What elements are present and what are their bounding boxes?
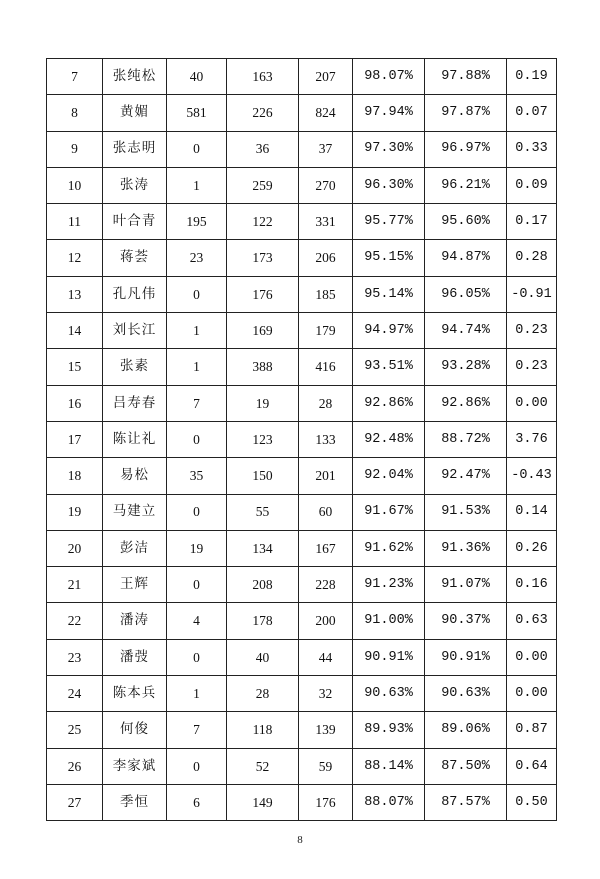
rank-cell: 25 [47,712,103,748]
diff-cell: 0.28 [507,240,557,276]
name-cell: 易松 [103,458,167,494]
table-row [47,748,557,784]
table-row [47,276,557,312]
value-cell-a: 1 [167,676,227,712]
table-row [47,494,557,530]
value-cell-b: 40 [227,639,299,675]
value-cell-a: 1 [167,349,227,385]
table-row [47,458,557,494]
rate-cell-a: 97.94% [353,95,425,131]
name-cell: 潘涛 [103,603,167,639]
value-cell-c: 167 [299,530,353,566]
table-row [47,784,557,820]
table-row [47,567,557,603]
rate-cell-a: 93.51% [353,349,425,385]
table-row [47,204,557,240]
rate-cell-a: 95.14% [353,276,425,312]
name-cell: 蒋荟 [103,240,167,276]
value-cell-b: 122 [227,204,299,240]
name-cell: 彭洁 [103,530,167,566]
value-cell-a: 195 [167,204,227,240]
diff-cell: -0.43 [507,458,557,494]
value-cell-c: 44 [299,639,353,675]
rate-cell-b: 95.60% [425,204,507,240]
diff-cell: 0.16 [507,567,557,603]
rate-cell-b: 97.88% [425,59,507,95]
rank-cell: 26 [47,748,103,784]
diff-cell: 0.14 [507,494,557,530]
rate-cell-a: 89.93% [353,712,425,748]
table-row [47,421,557,457]
name-cell: 季恒 [103,784,167,820]
table-row [47,676,557,712]
rank-cell: 9 [47,131,103,167]
rate-cell-a: 96.30% [353,167,425,203]
rank-cell: 18 [47,458,103,494]
value-cell-c: 32 [299,676,353,712]
value-cell-a: 0 [167,567,227,603]
table-row [47,95,557,131]
rate-cell-b: 90.63% [425,676,507,712]
rate-cell-a: 91.67% [353,494,425,530]
name-cell: 陈本兵 [103,676,167,712]
rank-cell: 19 [47,494,103,530]
value-cell-a: 0 [167,748,227,784]
diff-cell: -0.91 [507,276,557,312]
value-cell-b: 208 [227,567,299,603]
rate-cell-b: 91.36% [425,530,507,566]
value-cell-a: 1 [167,313,227,349]
value-cell-a: 40 [167,59,227,95]
value-cell-a: 581 [167,95,227,131]
table-row [47,131,557,167]
value-cell-b: 176 [227,276,299,312]
rate-cell-b: 87.50% [425,748,507,784]
value-cell-b: 178 [227,603,299,639]
value-cell-a: 0 [167,639,227,675]
value-cell-b: 118 [227,712,299,748]
name-cell: 潘弢 [103,639,167,675]
value-cell-a: 0 [167,494,227,530]
rate-cell-a: 91.00% [353,603,425,639]
value-cell-a: 0 [167,421,227,457]
rank-cell: 15 [47,349,103,385]
rank-cell: 13 [47,276,103,312]
table-row [47,712,557,748]
rate-cell-b: 97.87% [425,95,507,131]
diff-cell: 0.50 [507,784,557,820]
rate-cell-b: 90.91% [425,639,507,675]
rate-cell-b: 96.97% [425,131,507,167]
rate-cell-a: 88.07% [353,784,425,820]
ranking-table [46,58,557,821]
diff-cell: 0.17 [507,204,557,240]
value-cell-b: 149 [227,784,299,820]
rate-cell-a: 90.63% [353,676,425,712]
name-cell: 李家斌 [103,748,167,784]
value-cell-a: 7 [167,385,227,421]
value-cell-c: 331 [299,204,353,240]
rank-cell: 16 [47,385,103,421]
value-cell-c: 416 [299,349,353,385]
rank-cell: 23 [47,639,103,675]
rate-cell-a: 92.86% [353,385,425,421]
page-number: 8 [297,834,303,846]
rate-cell-a: 98.07% [353,59,425,95]
value-cell-b: 163 [227,59,299,95]
rank-cell: 21 [47,567,103,603]
value-cell-a: 1 [167,167,227,203]
rate-cell-b: 90.37% [425,603,507,639]
value-cell-a: 0 [167,131,227,167]
name-cell: 黄媚 [103,95,167,131]
table-body [47,59,557,821]
diff-cell: 0.19 [507,59,557,95]
rate-cell-a: 95.77% [353,204,425,240]
name-cell: 张素 [103,349,167,385]
value-cell-c: 200 [299,603,353,639]
value-cell-a: 7 [167,712,227,748]
diff-cell: 0.00 [507,639,557,675]
value-cell-a: 35 [167,458,227,494]
value-cell-c: 270 [299,167,353,203]
diff-cell: 0.63 [507,603,557,639]
diff-cell: 0.23 [507,349,557,385]
value-cell-c: 60 [299,494,353,530]
value-cell-c: 206 [299,240,353,276]
rank-cell: 12 [47,240,103,276]
table-row [47,603,557,639]
value-cell-c: 133 [299,421,353,457]
table-row [47,167,557,203]
diff-cell: 0.33 [507,131,557,167]
rank-cell: 11 [47,204,103,240]
rate-cell-a: 94.97% [353,313,425,349]
rank-cell: 24 [47,676,103,712]
rate-cell-b: 87.57% [425,784,507,820]
value-cell-b: 150 [227,458,299,494]
name-cell: 张涛 [103,167,167,203]
rate-cell-b: 92.47% [425,458,507,494]
rate-cell-a: 92.04% [353,458,425,494]
rank-cell: 14 [47,313,103,349]
rank-cell: 10 [47,167,103,203]
value-cell-c: 59 [299,748,353,784]
value-cell-a: 0 [167,276,227,312]
table-row [47,349,557,385]
rate-cell-a: 97.30% [353,131,425,167]
diff-cell: 3.76 [507,421,557,457]
rate-cell-b: 96.21% [425,167,507,203]
diff-cell: 0.26 [507,530,557,566]
name-cell: 孔凡伟 [103,276,167,312]
value-cell-c: 139 [299,712,353,748]
diff-cell: 0.23 [507,313,557,349]
value-cell-c: 28 [299,385,353,421]
value-cell-c: 37 [299,131,353,167]
name-cell: 王辉 [103,567,167,603]
table-row [47,59,557,95]
rate-cell-a: 88.14% [353,748,425,784]
value-cell-c: 824 [299,95,353,131]
value-cell-a: 23 [167,240,227,276]
value-cell-a: 19 [167,530,227,566]
value-cell-c: 176 [299,784,353,820]
rate-cell-a: 90.91% [353,639,425,675]
value-cell-b: 19 [227,385,299,421]
rate-cell-b: 88.72% [425,421,507,457]
value-cell-b: 123 [227,421,299,457]
diff-cell: 0.64 [507,748,557,784]
value-cell-a: 4 [167,603,227,639]
rate-cell-a: 91.23% [353,567,425,603]
name-cell: 张志明 [103,131,167,167]
rate-cell-b: 93.28% [425,349,507,385]
name-cell: 马建立 [103,494,167,530]
name-cell: 刘长江 [103,313,167,349]
rate-cell-b: 89.06% [425,712,507,748]
value-cell-b: 226 [227,95,299,131]
table-row [47,385,557,421]
diff-cell: 0.87 [507,712,557,748]
rank-cell: 8 [47,95,103,131]
name-cell: 何俊 [103,712,167,748]
diff-cell: 0.00 [507,385,557,421]
value-cell-b: 55 [227,494,299,530]
value-cell-b: 388 [227,349,299,385]
rate-cell-b: 96.05% [425,276,507,312]
value-cell-b: 169 [227,313,299,349]
rate-cell-b: 94.74% [425,313,507,349]
value-cell-c: 179 [299,313,353,349]
value-cell-c: 228 [299,567,353,603]
value-cell-c: 207 [299,59,353,95]
table-row [47,313,557,349]
rate-cell-b: 91.07% [425,567,507,603]
name-cell: 叶合青 [103,204,167,240]
value-cell-c: 201 [299,458,353,494]
rank-cell: 27 [47,784,103,820]
rate-cell-a: 91.62% [353,530,425,566]
diff-cell: 0.09 [507,167,557,203]
name-cell: 吕寿春 [103,385,167,421]
rank-cell: 22 [47,603,103,639]
table-row [47,639,557,675]
rate-cell-a: 92.48% [353,421,425,457]
rank-cell: 17 [47,421,103,457]
value-cell-b: 52 [227,748,299,784]
value-cell-b: 173 [227,240,299,276]
rank-cell: 7 [47,59,103,95]
table-row [47,240,557,276]
value-cell-b: 134 [227,530,299,566]
value-cell-b: 28 [227,676,299,712]
diff-cell: 0.00 [507,676,557,712]
value-cell-b: 36 [227,131,299,167]
rate-cell-b: 94.87% [425,240,507,276]
rank-cell: 20 [47,530,103,566]
name-cell: 张纯松 [103,59,167,95]
value-cell-c: 185 [299,276,353,312]
rate-cell-b: 91.53% [425,494,507,530]
diff-cell: 0.07 [507,95,557,131]
name-cell: 陈让礼 [103,421,167,457]
rate-cell-a: 95.15% [353,240,425,276]
table-row [47,530,557,566]
value-cell-a: 6 [167,784,227,820]
value-cell-b: 259 [227,167,299,203]
rate-cell-b: 92.86% [425,385,507,421]
